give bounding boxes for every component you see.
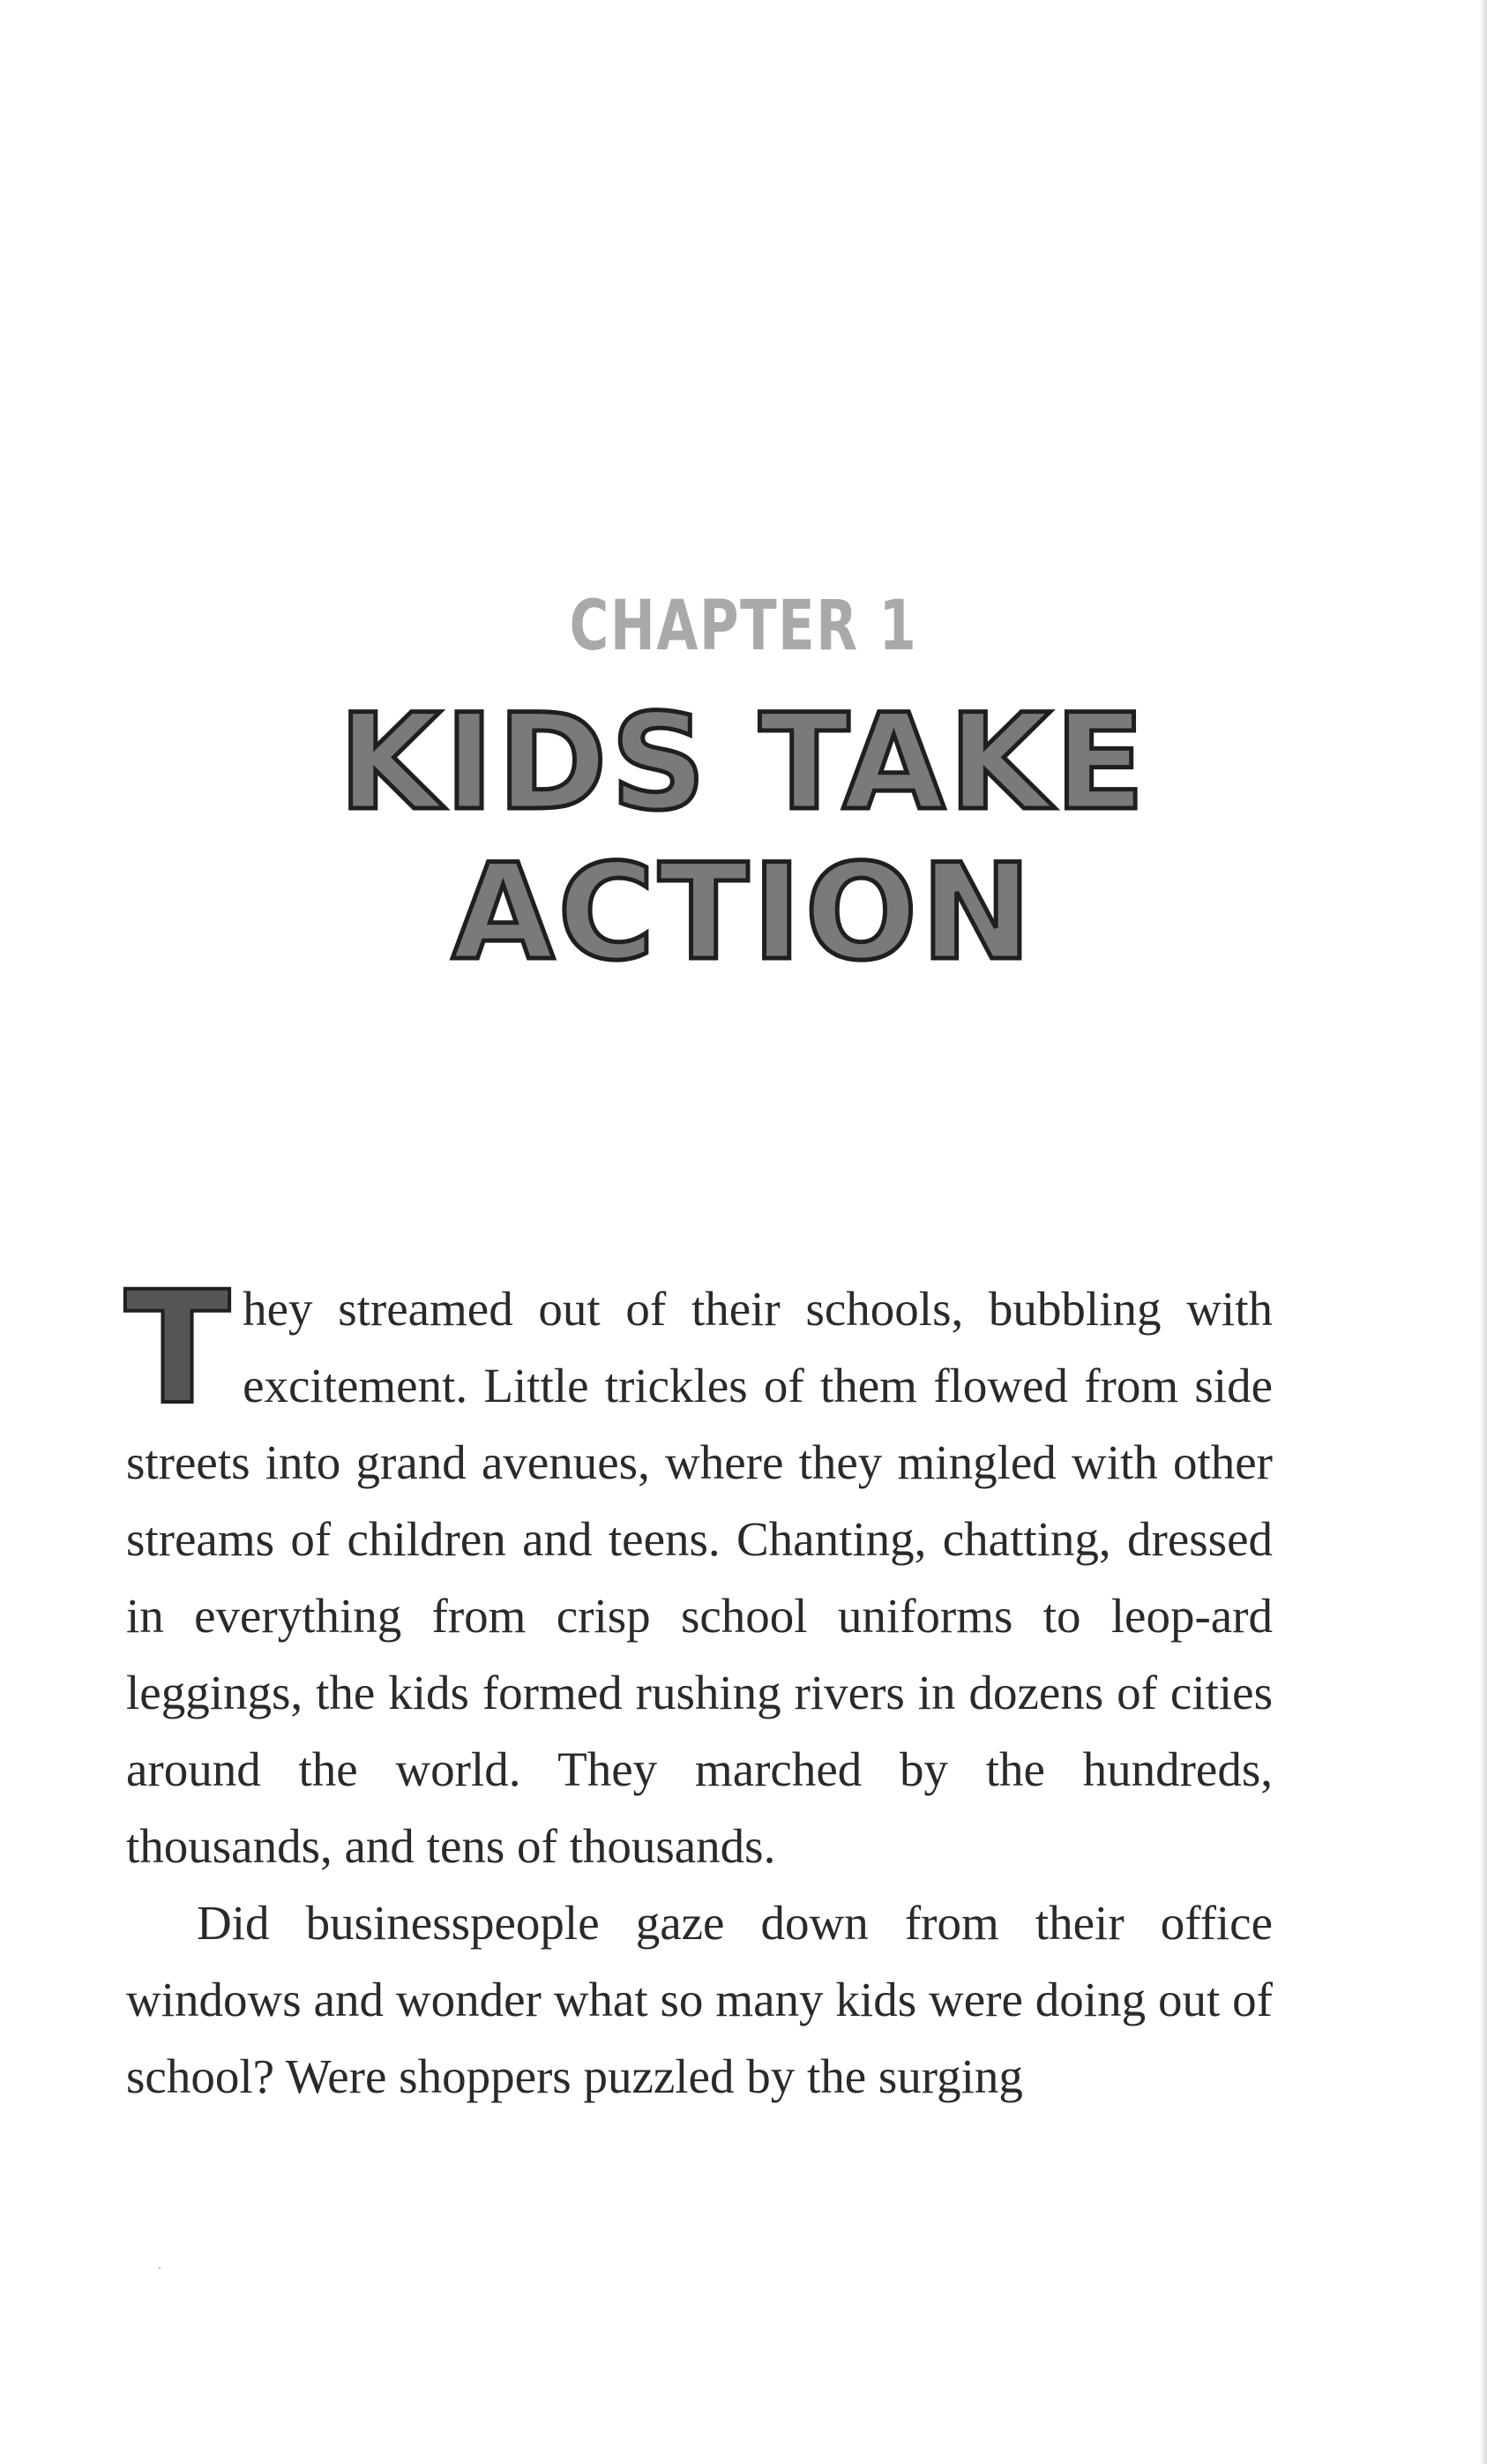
body-text	[124, 1258, 1273, 2115]
paragraph-1-text: hey streamed out of their schools, bubbling with excitement. Little trickles of them flowed from side streets into grand avenues, where they mingled with other streams of children and teens. Chanting, chatting, dressed in everything from crisp school uniforms to leop-ard leggings, the kids formed rushing rivers in dozens of cities around the world. They marched by the hundreds, thousands, and tens of thousands.	[126, 1282, 1273, 1873]
chapter-title-line-2: ACTION	[452, 836, 1035, 990]
chapter-title-line-1: KIDS TAKE	[338, 686, 1149, 840]
paragraph-1	[124, 1258, 1273, 1884]
scan-speck	[159, 2267, 161, 2269]
chapter-label: CHAPTER 1	[569, 587, 918, 666]
paragraph-2: Did businesspeople gaze down from their office windows and wonder what so many kids were doing out of school? Were shoppers puzzled by the surging	[126, 1896, 1273, 2103]
chapter-title	[0, 688, 1487, 988]
drop-cap: T	[124, 1258, 231, 1439]
page-edge-shadow	[1480, 0, 1487, 2464]
